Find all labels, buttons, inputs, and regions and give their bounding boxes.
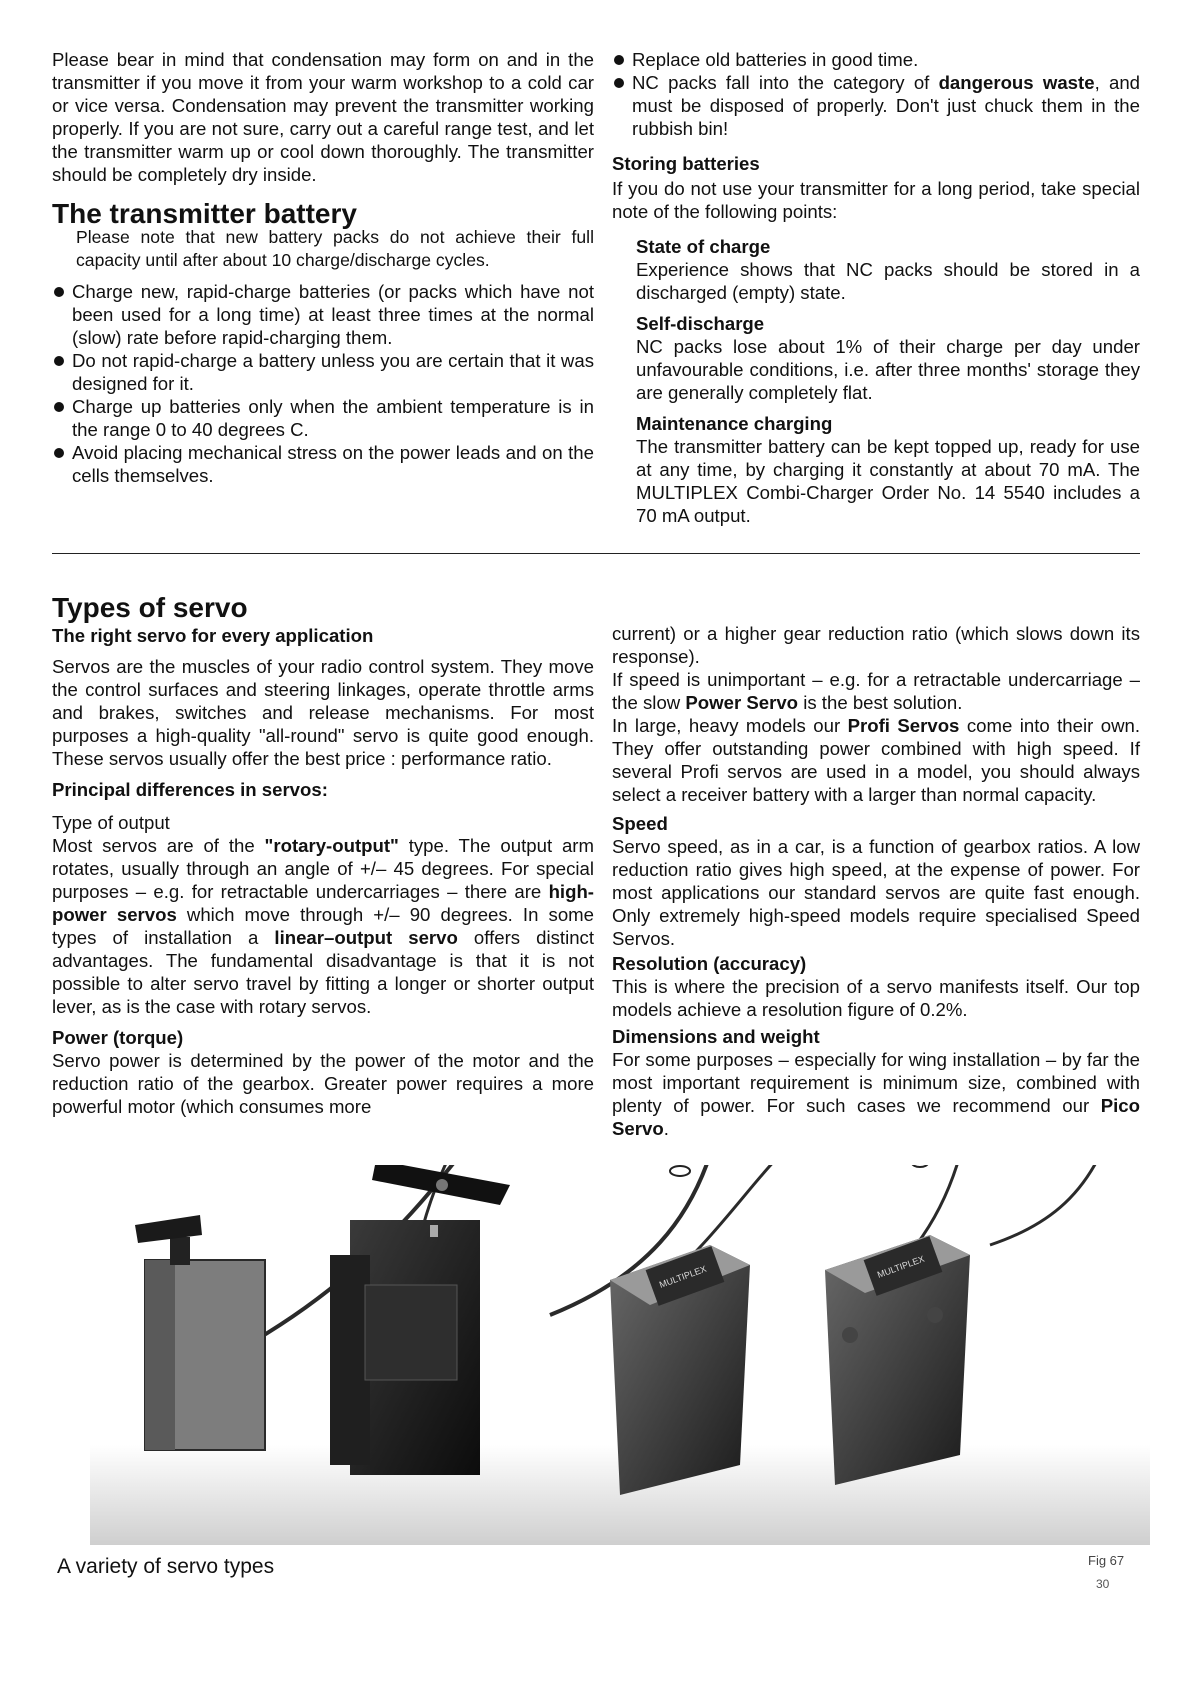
maintenance-charging-text: The transmitter battery can be kept topped up, ready for use at any time, by charging it constantly at about 70 mA. The MULTIPLEX Combi-Charger Order No. 14 5540 includes a 70 mA output.	[636, 436, 1140, 526]
bold-run: "rotary-output"	[264, 835, 399, 856]
servo-label-text: MULTIPLEX	[875, 1253, 926, 1280]
self-discharge-heading: Self-discharge	[636, 313, 765, 334]
bold-run: right servo for every application	[90, 625, 374, 646]
text-run: For some purposes – especially for wing installation – by far the most important requirement is minimum size, combined with plenty of power. For such cases we recommend our	[612, 1049, 1140, 1116]
text-run: type. The output arm rotates, usually through an angle of +/– 45 degrees. For special purposes – e.g. for retractable undercarriages – there are	[52, 835, 594, 902]
principal-differences-heading: Principal differences in servos:	[52, 779, 328, 800]
bold-run: dangerous waste	[938, 72, 1095, 93]
column-top-left	[52, 48, 594, 487]
servo-photo	[90, 1165, 1150, 1545]
transmitter-battery-heading: The transmitter battery	[52, 198, 357, 229]
servo-intro-paragraph: Servos are the muscles of your radio control system. They move the control surfaces and steering linkages, operate throttle arms and brakes, switches and release mechanisms. For most purposes a high-quality "all-round" servo is quite good enough. These servos usually offer the best price : performance ratio.	[52, 656, 594, 769]
bold-run: linear–output servo	[274, 927, 458, 948]
list-item: Do not rapid-charge a battery unless you are certain that it was designed for it.	[52, 349, 594, 395]
servo-profi	[825, 1165, 970, 1485]
text-run: If speed is unimportant – e.g. for a retractable undercarriage – the slow	[612, 669, 1140, 713]
profi-servo-text	[612, 714, 1140, 806]
right-servo-subheading	[52, 624, 594, 647]
resolution-heading: Resolution (accuracy)	[612, 953, 807, 974]
column-servo-right	[612, 622, 1140, 1140]
state-of-charge-text: Experience shows that NC packs should be stored in a discharged (empty) state.	[636, 259, 1140, 303]
type-of-output-text	[52, 834, 594, 1018]
bold-run: Profi Servos	[847, 715, 960, 736]
dimensions-weight-text	[612, 1048, 1140, 1140]
column-servo-left	[52, 592, 594, 1118]
servo-large	[330, 1165, 510, 1475]
list-item	[612, 71, 1140, 140]
maintenance-charging-heading: Maintenance charging	[636, 413, 833, 434]
text-run: .	[663, 1118, 669, 1139]
text-run: come into their own. They offer outstanding power combined with high speed. If several Profi servos are used in a model, you should always select a receiver battery with a larger than normal capacity.	[612, 715, 1141, 805]
list-item: Avoid placing mechanical stress on the power leads and on the cells themselves.	[52, 441, 594, 487]
column-top-right	[612, 48, 1140, 527]
section-divider	[52, 553, 1140, 554]
resolution-text: This is where the precision of a servo manifests itself. Our top models achieve a resolution figure of 0.2%.	[612, 976, 1140, 1020]
bold-run: Power Servo	[685, 692, 799, 713]
text-run: NC packs fall into the category of	[632, 72, 939, 93]
self-discharge-text: NC packs lose about 1% of their charge per day under unfavourable conditions, i.e. after three months' storage they are generally completely flat.	[636, 336, 1140, 403]
type-of-output-heading: Type of output	[52, 812, 170, 833]
figure-caption: A variety of servo types	[57, 1555, 275, 1578]
dimensions-weight-heading: Dimensions and weight	[612, 1026, 820, 1047]
text-run: offers distinct advantages. The fundamental disadvantage is that it is not possible to alter servo travel by fitting a longer or shorter output lever, as is the case with rotary servos.	[52, 927, 595, 1017]
types-of-servo-heading: Types of servo	[52, 592, 248, 623]
battery-bullet-list-continued	[612, 48, 1140, 140]
storing-batteries-text: If you do not use your transmitter for a long period, take special note of the following points:	[612, 178, 1140, 222]
servo-small	[135, 1215, 265, 1450]
text-run: is the best solution.	[798, 692, 963, 713]
condensation-paragraph: Please bear in mind that condensation may form on and in the transmitter if you move it from your warm workshop to a cold car or vice versa. Condensation may prevent the transmitter working properly. If you are not sure, carry out a careful range test, and let the transmitter warm up or cool down thoroughly. The transmitter should be completely dry inside.	[52, 49, 594, 185]
text-run: which move through +/– 90 degrees. In some types of installation a	[52, 904, 594, 948]
state-of-charge-heading: State of charge	[636, 236, 771, 257]
text-run: Most servos are of the	[52, 835, 265, 856]
power-continued-text: current) or a higher gear reduction ratio (which slows down its response).	[612, 623, 1140, 667]
speed-heading: Speed	[612, 813, 668, 834]
page-number: 30	[1096, 1577, 1110, 1591]
text-run: In large, heavy models our	[612, 715, 848, 736]
storing-batteries-heading: Storing batteries	[612, 153, 760, 174]
bold-run: high-power servos	[52, 881, 594, 925]
power-servo-text	[612, 668, 1140, 714]
power-torque-text: Servo power is determined by the power of the motor and the reduction ratio of the gearbox. Greater power requires a more powerful motor (which consumes more	[52, 1050, 594, 1117]
bold-run: Pico Servo	[612, 1095, 1140, 1139]
text-run: , and must be disposed of properly. Don't just chuck them in the rubbish bin!	[632, 72, 1140, 139]
figure-number: Fig 67	[1088, 1553, 1125, 1568]
text-run: The	[52, 625, 91, 646]
power-torque-heading: Power (torque)	[52, 1027, 184, 1048]
speed-text: Servo speed, as in a car, is a function of gearbox ratios. A low reduction ratio gives high speed, at the expense of power. For most applications our standard servos are quite fast enough. Only extremely high-speed models require specialised Speed Servos.	[612, 836, 1140, 949]
list-item: Charge new, rapid-charge batteries (or packs which have not been used for a long time) at least three times at the normal (slow) rate before rapid-charging them.	[52, 280, 594, 349]
servo-label-text: MULTIPLEX	[657, 1263, 708, 1290]
battery-bullet-list	[52, 280, 594, 487]
list-item: Charge up batteries only when the ambient temperature is in the range 0 to 40 degrees C.	[52, 395, 594, 441]
list-item: Replace old batteries in good time.	[612, 48, 1140, 71]
battery-capacity-note: Please note that new battery packs do not achieve their full capacity until after about 10 charge/discharge cycles.	[76, 227, 594, 270]
